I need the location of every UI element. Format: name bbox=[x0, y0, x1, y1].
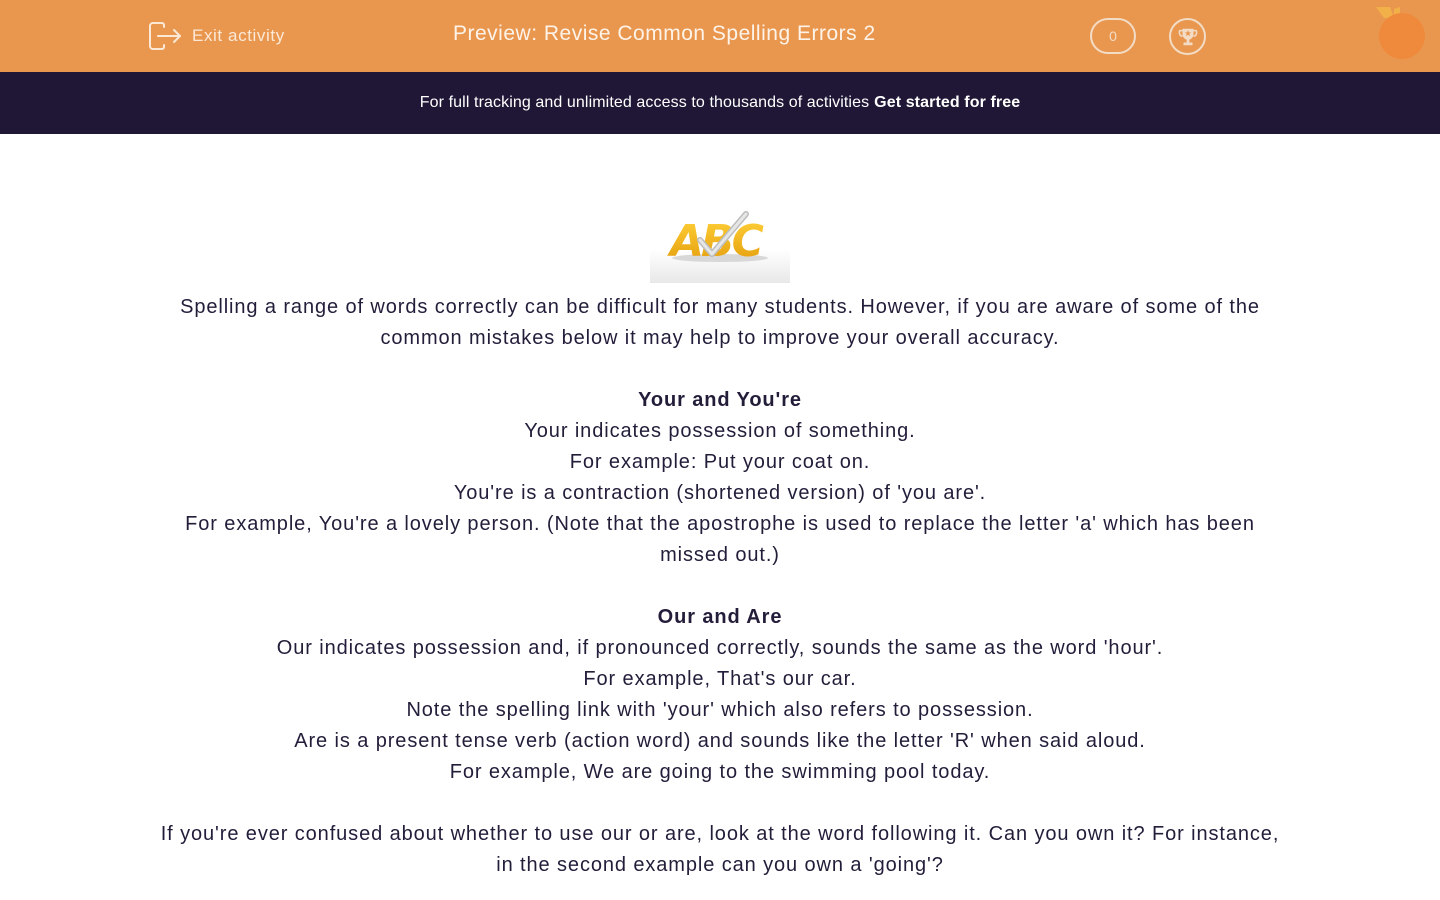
section1-line: Your indicates possession of something. bbox=[524, 420, 916, 442]
spacer bbox=[150, 571, 1290, 602]
score-badge bbox=[1090, 18, 1136, 54]
page-title: Preview: Revise Common Spelling Errors 2 bbox=[453, 22, 876, 45]
section2-line: Note the spelling link with 'your' which also refers to possession. bbox=[406, 699, 1034, 721]
section-heading-your-youre: Your and You're bbox=[638, 389, 802, 411]
trophy-button[interactable] bbox=[1169, 18, 1206, 55]
svg-text:ABC: ABC bbox=[670, 216, 761, 267]
trophy-icon bbox=[1177, 26, 1199, 48]
section1-line: You're is a contraction (shortened version) of 'you are'. bbox=[453, 482, 987, 504]
section2-line: For example, We are going to the swimming pool today. bbox=[449, 761, 991, 783]
top-bar bbox=[0, 0, 1440, 72]
closing-paragraph: If you're ever confused about whether to use our or are, look at the word following it. Can you own it? For instance, in the second example can you own a 'going'? bbox=[160, 823, 1280, 876]
abc-checkmark-image bbox=[650, 200, 790, 283]
exit-activity-button[interactable] bbox=[148, 20, 285, 52]
promo-banner bbox=[0, 72, 1440, 134]
exit-activity-label: Exit activity bbox=[192, 26, 285, 45]
section1-line: For example, You're a lovely person. (Note that the apostrophe is used to replace the letter 'a' which has been missed out.) bbox=[185, 513, 1255, 566]
get-started-link[interactable]: Get started for free bbox=[874, 94, 1021, 111]
activity-content bbox=[150, 134, 1290, 881]
section-heading-our-are: Our and Are bbox=[657, 606, 783, 628]
exit-icon bbox=[148, 21, 184, 51]
intro-paragraph: Spelling a range of words correctly can be difficult for many students. However, if you are aware of some of the common mistakes below it may help to improve your overall accuracy. bbox=[180, 296, 1260, 349]
promo-text: For full tracking and unlimited access to thousands of activities bbox=[419, 94, 870, 111]
spacer bbox=[150, 788, 1290, 819]
spacer bbox=[150, 354, 1290, 385]
section2-line: For example, That's our car. bbox=[583, 668, 857, 690]
orange-logo-icon bbox=[1372, 4, 1432, 64]
section1-line: For example: Put your coat on. bbox=[569, 451, 871, 473]
section2-line: Are is a present tense verb (action word) and sounds like the letter 'R' when said aloud. bbox=[294, 730, 1146, 752]
section2-line: Our indicates possession and, if pronounced correctly, sounds the same as the word 'hour'. bbox=[276, 637, 1164, 659]
score-value: 0 bbox=[1109, 28, 1117, 44]
